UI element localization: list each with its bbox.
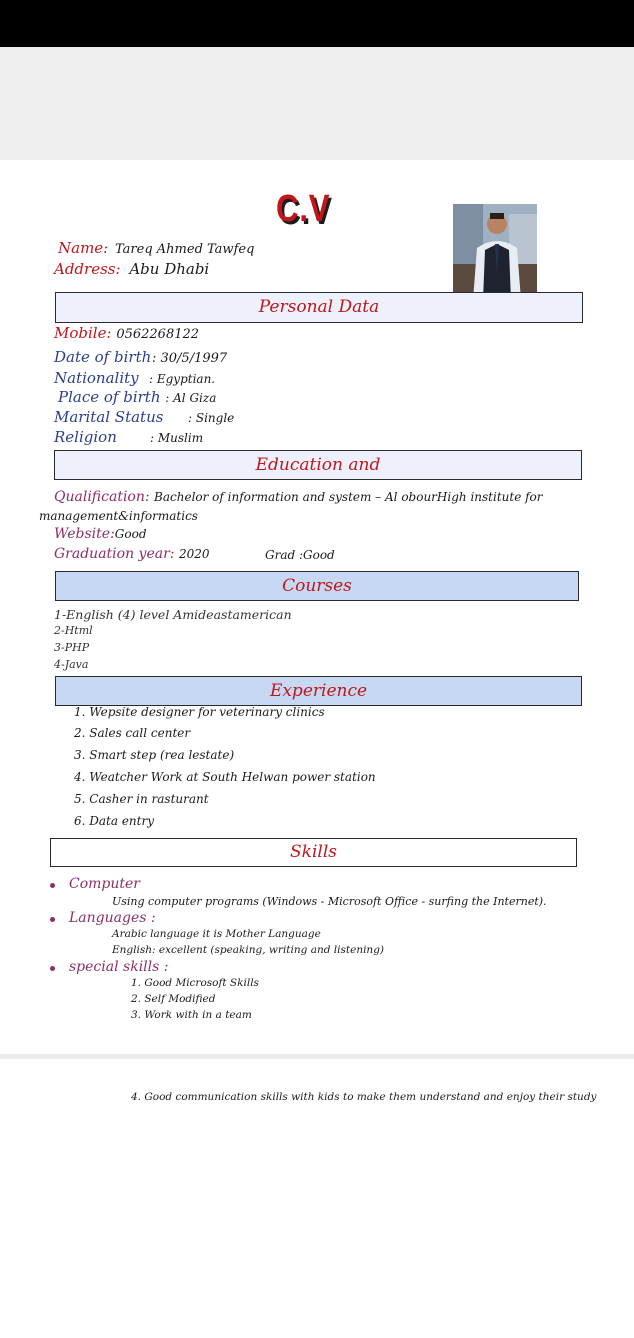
personal-data-heading-text: Personal Data: [258, 297, 380, 317]
course-item: 1-English (4) level Amideastamerican: [54, 607, 292, 622]
computer-label: Computer: [69, 876, 140, 892]
qualification-label: Qualification:: [54, 489, 150, 505]
education-heading: [54, 450, 582, 480]
marital-value: : Single: [188, 411, 235, 425]
courses-heading-text: Courses: [282, 576, 352, 596]
education-heading-text: Education and: [255, 455, 381, 475]
language-line: Arabic language it is Mother Language: [112, 928, 321, 940]
mobile-label: Mobile:: [54, 324, 112, 342]
address-value: Abu Dhabi: [129, 260, 210, 278]
nationality-value: : Egyptian.: [149, 372, 216, 386]
personal-data-heading: [55, 292, 583, 323]
qualification-value: Bachelor of information and system – Al obourHigh institute for: [154, 490, 543, 504]
mobile-value: 0562268122: [116, 327, 200, 342]
graduation-year-label: Graduation year:: [54, 546, 175, 562]
bullet-icon: [50, 917, 55, 922]
dob-value: : 30/5/1997: [152, 351, 228, 366]
profile-photo: [453, 204, 537, 300]
religion-label: Religion: [54, 428, 117, 446]
marital-label: Marital Status: [54, 408, 164, 426]
language-line: English: excellent (speaking, writing and listening): [112, 944, 385, 956]
qualification-line: [54, 489, 543, 505]
pob-line: [58, 388, 216, 406]
experience-item: 4. Weatcher Work at South Helwan power station: [74, 770, 376, 784]
grade-value: Grad :Good: [265, 548, 335, 562]
website-value: Good: [114, 527, 147, 541]
computer-value: Using computer programs (Windows - Microsoft Office - surfing the Internet).: [112, 895, 547, 908]
mobile-line: [54, 324, 199, 342]
dob-label: Date of birth: [54, 348, 152, 366]
languages-label: Languages :: [69, 910, 156, 926]
course-item: 2-Html: [54, 624, 93, 637]
experience-item: 3. Smart step (rea lestate): [74, 748, 235, 762]
course-item: 3-PHP: [54, 641, 90, 654]
pob-value: : Al Giza: [165, 391, 217, 405]
courses-heading: [55, 571, 579, 601]
address-label: Address:: [54, 260, 121, 278]
pob-label: Place of birth: [58, 388, 161, 406]
skills-heading-text: Skills: [290, 842, 337, 862]
name-value: Tareq Ahmed Tawfeq: [115, 242, 255, 257]
nationality-label: Nationality: [54, 369, 139, 387]
special-skill-item: 4. Good communication skills with kids to make them understand and enjoy their study: [131, 1091, 597, 1103]
special-skill-item: 1. Good Microsoft Skills: [131, 977, 259, 989]
special-skill-item: 3. Work with in a team: [131, 1009, 252, 1021]
special-skills-label: special skills :: [69, 959, 169, 975]
page-divider: [0, 1054, 634, 1059]
website-label: Website:: [54, 526, 115, 542]
experience-item: 6. Data entry: [74, 814, 154, 828]
name-label: Name:: [58, 239, 109, 257]
religion-value: : Muslim: [150, 431, 204, 445]
bullet-icon: [50, 883, 55, 888]
skills-heading: [50, 838, 577, 867]
website-line: [54, 526, 147, 542]
experience-heading-text: Experience: [269, 681, 368, 701]
graduation-year-value: 2020: [178, 547, 210, 561]
person-photo-icon: [453, 204, 537, 300]
qualification-continued: management&informatics: [39, 509, 198, 523]
experience-item: 5. Casher in rasturant: [74, 792, 209, 806]
viewer-header: [0, 47, 634, 160]
bullet-icon: [50, 966, 55, 971]
course-item: 4-Java: [54, 658, 89, 671]
status-bar: [0, 0, 634, 47]
experience-item: 1. Wepsite designer for veterinary clinics: [74, 705, 325, 719]
address-line: [54, 260, 209, 278]
experience-heading: [55, 676, 582, 706]
name-line: [58, 239, 254, 257]
experience-item: 2. Sales call center: [74, 726, 191, 740]
special-skill-item: 2. Self Modified: [131, 993, 216, 1005]
graduation-line: [54, 546, 210, 562]
cv-title: C.V: [276, 188, 331, 230]
